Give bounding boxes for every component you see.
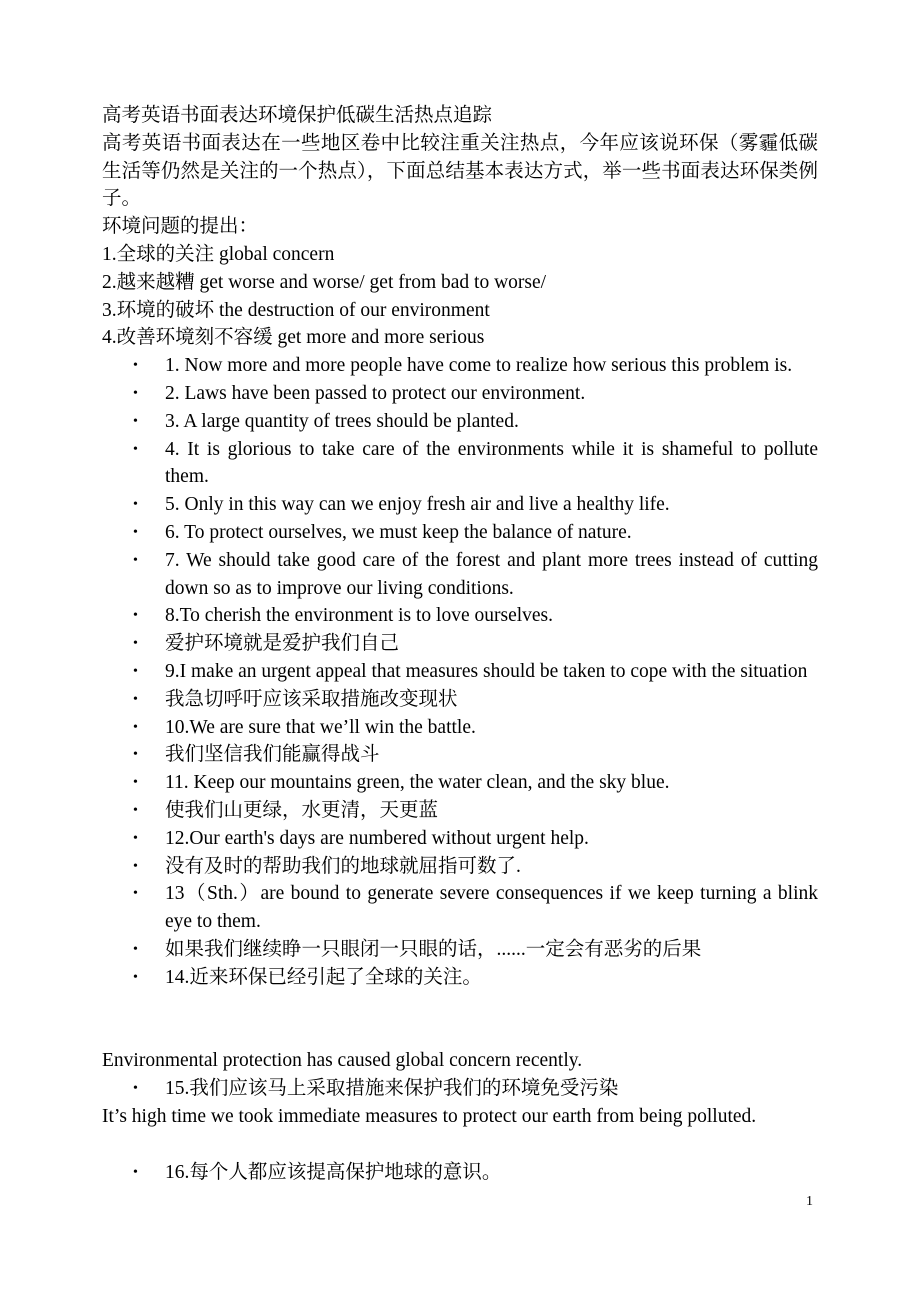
- example-item: [102, 964, 818, 992]
- bullet-icon: •: [133, 830, 138, 846]
- example-item: [102, 519, 818, 547]
- example-text: 12.Our earth's days are numbered without urgent help.: [165, 827, 589, 849]
- phrase-line: 2.越来越糟 get worse and worse/ get from bad to worse/: [102, 271, 547, 293]
- example-item: [102, 380, 818, 408]
- bullet-icon: •: [133, 802, 138, 818]
- phrase-line: 1.全球的关注 global concern: [102, 243, 335, 265]
- example-item: [102, 797, 818, 825]
- phrase-line: 4.改善环境刻不容缓 get more and more serious: [102, 327, 485, 349]
- example-text: 10.We are sure that we’ll win the battle.: [165, 716, 476, 738]
- bullet-icon: •: [133, 941, 138, 957]
- bullet-icon: •: [133, 413, 138, 429]
- example-text: 15.我们应该马上采取措施来保护我们的环境免受污染: [165, 1078, 619, 1099]
- translation-15: It’s high time we took immediate measures to protect our earth from being polluted.: [102, 1106, 757, 1127]
- example-text: 8.To cherish the environment is to love ourselves.: [165, 605, 554, 627]
- example-item: [102, 602, 818, 630]
- example-item: [102, 436, 818, 492]
- example-text: 没有及时的帮助我们的地球就屈指可数了.: [165, 855, 521, 877]
- example-item: [102, 825, 818, 853]
- phrase-line: 3.环境的破坏 the destruction of our environment: [102, 299, 490, 321]
- bullet-icon: •: [133, 691, 138, 707]
- example-item: [102, 1075, 818, 1103]
- example-list-15: [102, 1075, 818, 1103]
- example-list-16: [102, 1159, 818, 1187]
- bullet-icon: •: [133, 747, 138, 763]
- document-body: [102, 102, 818, 992]
- bullet-icon: •: [133, 969, 138, 985]
- example-item: [102, 880, 818, 936]
- example-item: [102, 714, 818, 742]
- bullet-icon: •: [133, 1165, 138, 1180]
- example-text: 16.每个人都应该提高保护地球的意识。: [165, 1162, 502, 1183]
- example-text: 我们坚信我们能赢得战斗: [165, 744, 380, 766]
- example-item: [102, 547, 818, 603]
- bullet-icon: •: [133, 636, 138, 652]
- example-text: 我急切呼吁应该采取措施改变现状: [165, 688, 458, 710]
- example-text: 4. It is glorious to take care of the environments while it is shameful to pollute them.: [165, 438, 818, 488]
- example-item: [102, 408, 818, 436]
- bullet-icon: •: [133, 441, 138, 457]
- example-list: [102, 352, 818, 991]
- example-text: 1. Now more and more people have come to realize how serious this problem is.: [165, 355, 793, 377]
- bullet-icon: •: [133, 775, 138, 791]
- example-item: [102, 352, 818, 380]
- bullet-icon: •: [133, 524, 138, 540]
- bullet-icon: •: [133, 608, 138, 624]
- bullet-icon: •: [133, 858, 138, 874]
- document-title: 高考英语书面表达环境保护低碳生活热点追踪: [102, 105, 493, 126]
- example-text: 3. A large quantity of trees should be planted.: [165, 410, 519, 432]
- example-text: 7. We should take good care of the forest and plant more trees instead of cutting down so as to improve our living conditions.: [165, 549, 818, 599]
- example-item: [102, 769, 818, 797]
- example-text: 如果我们继续睁一只眼闭一只眼的话，......一定会有恶劣的后果: [165, 938, 702, 960]
- example-item: [102, 658, 818, 686]
- page-number: 1: [806, 1194, 813, 1209]
- bullet-icon: •: [133, 886, 138, 902]
- bullet-icon: •: [133, 719, 138, 735]
- example-item: [102, 491, 818, 519]
- bullet-icon: •: [133, 663, 138, 679]
- example-text: 使我们山更绿，水更清，天更蓝: [165, 799, 439, 821]
- bullet-icon: •: [133, 1081, 138, 1096]
- example-item: [102, 936, 818, 964]
- example-text: 6. To protect ourselves, we must keep the balance of nature.: [165, 521, 632, 543]
- section-heading: 环境问题的提出：: [102, 216, 259, 238]
- example-item: [102, 853, 818, 881]
- example-item: [102, 741, 818, 769]
- bullet-icon: •: [133, 497, 138, 513]
- translation-14: Environmental protection has caused global concern recently.: [102, 1050, 583, 1071]
- intro-paragraph: 高考英语书面表达在一些地区卷中比较注重关注热点，今年应该说环保（雾霾低碳生活等仍然是关注的一个热点），下面总结基本表达方式，举一些书面表达环保类例子。: [102, 132, 818, 210]
- bullet-icon: •: [133, 358, 138, 374]
- example-item: [102, 630, 818, 658]
- example-text: 2. Laws have been passed to protect our environment.: [165, 382, 586, 404]
- bullet-icon: •: [133, 385, 138, 401]
- example-item: [102, 686, 818, 714]
- bullet-icon: •: [133, 552, 138, 568]
- example-text: 9.I make an urgent appeal that measures should be taken to cope with the situation: [165, 660, 808, 682]
- example-text: 爱护环境就是爱护我们自己: [165, 633, 400, 655]
- example-item: [102, 1159, 818, 1187]
- example-text: 5. Only in this way can we enjoy fresh air and live a healthy life.: [165, 494, 670, 516]
- example-text: 13（Sth.）are bound to generate severe consequences if we keep turning a blink eye to them.: [165, 883, 818, 933]
- example-text: 11. Keep our mountains green, the water clean, and the sky blue.: [165, 772, 670, 794]
- example-text: 14.近来环保已经引起了全球的关注。: [165, 966, 482, 988]
